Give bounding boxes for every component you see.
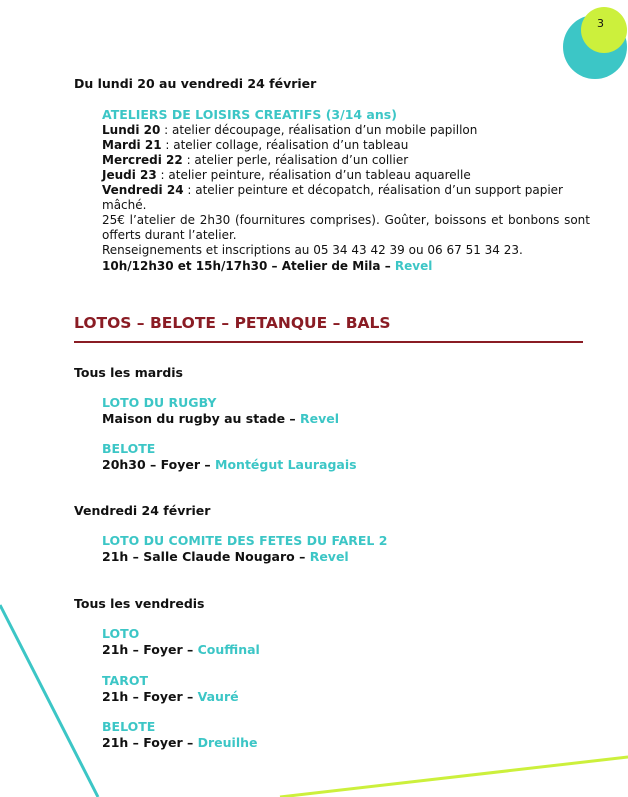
town-name: Montégut Lauragais — [215, 457, 357, 472]
event-item — [102, 533, 387, 565]
lime-diagonal-line — [280, 757, 628, 797]
workshop-schedule — [102, 258, 590, 274]
event-item — [102, 441, 357, 473]
town-name: Couffinal — [197, 642, 260, 657]
event-detail-text: 21h – Foyer – — [102, 689, 198, 704]
event-item — [102, 719, 258, 751]
event-title: BELOTE — [102, 441, 156, 456]
workshop-date: Du lundi 20 au vendredi 24 février — [74, 76, 317, 91]
workshop-day-row — [102, 138, 590, 153]
day-text: : atelier découpage, réalisation d’un mobile papillon — [160, 123, 478, 137]
day-text: : atelier peinture, réalisation d’un tableau aquarelle — [156, 168, 471, 182]
day-label: Mardi 21 — [102, 138, 162, 152]
day-label: Vendredi 24 — [102, 183, 184, 197]
workshop-day-row — [102, 153, 590, 168]
event-title: LOTO DU COMITE DES FETES DU FAREL 2 — [102, 533, 388, 548]
event-detail-text: 20h30 – Foyer – — [102, 457, 216, 472]
group-date: Tous les mardis — [74, 365, 183, 380]
workshop-contact: Renseignements et inscriptions au 05 34 43 42 39 ou 06 67 51 34 23. — [102, 243, 523, 257]
event-item — [102, 626, 260, 658]
day-label: Mercredi 22 — [102, 153, 183, 167]
event-detail-text: 21h – Salle Claude Nougaro – — [102, 549, 310, 564]
group-date: Vendredi 24 février — [74, 503, 211, 518]
workshop-block — [102, 107, 590, 274]
cyan-diagonal-line — [0, 605, 98, 797]
group-date: Tous les vendredis — [74, 596, 205, 611]
town-name: Dreuilhe — [197, 735, 258, 750]
event-item — [102, 673, 239, 705]
town-name: Revel — [394, 259, 433, 273]
event-detail — [102, 735, 258, 751]
workshop-price: 25€ l’atelier de 2h30 (fournitures comprises). Goûter, boissons et bonbons sont offerts durant l’atelier. — [102, 213, 590, 242]
day-label: Jeudi 23 — [102, 168, 157, 182]
event-detail — [102, 411, 339, 427]
event-title: LOTO DU RUGBY — [102, 395, 217, 410]
town-name: Revel — [300, 411, 340, 426]
workshop-heading: ATELIERS DE LOISIRS CREATIFS (3/14 ans) — [102, 107, 397, 122]
workshop-day-row — [102, 168, 590, 183]
page-number: 3 — [597, 17, 604, 30]
event-item — [102, 395, 339, 427]
event-title: TAROT — [102, 673, 149, 688]
lime-circle — [581, 7, 627, 53]
event-detail — [102, 642, 260, 658]
section-title: LOTOS – BELOTE – PETANQUE – BALS — [74, 314, 391, 332]
workshop-day-row — [102, 123, 590, 138]
town-name: Vauré — [197, 689, 239, 704]
day-text: : atelier peinture et décopatch, réalisation d’un support papier mâché. — [102, 183, 563, 212]
event-detail — [102, 689, 239, 705]
day-text: : atelier perle, réalisation d’un collier — [182, 153, 409, 167]
section-rule — [74, 341, 583, 343]
event-title: BELOTE — [102, 719, 156, 734]
town-name: Revel — [309, 549, 349, 564]
event-title: LOTO — [102, 626, 140, 641]
event-detail — [102, 457, 357, 473]
workshop-day-row — [102, 183, 590, 213]
day-label: Lundi 20 — [102, 123, 161, 137]
day-text: : atelier collage, réalisation d’un tableau — [161, 138, 409, 152]
event-detail — [102, 549, 387, 565]
schedule-text: 10h/12h30 et 15h/17h30 – Atelier de Mila – — [102, 259, 395, 273]
event-detail-text: 21h – Foyer – — [102, 735, 198, 750]
event-detail-text: Maison du rugby au stade – — [102, 411, 301, 426]
event-detail-text: 21h – Foyer – — [102, 642, 198, 657]
